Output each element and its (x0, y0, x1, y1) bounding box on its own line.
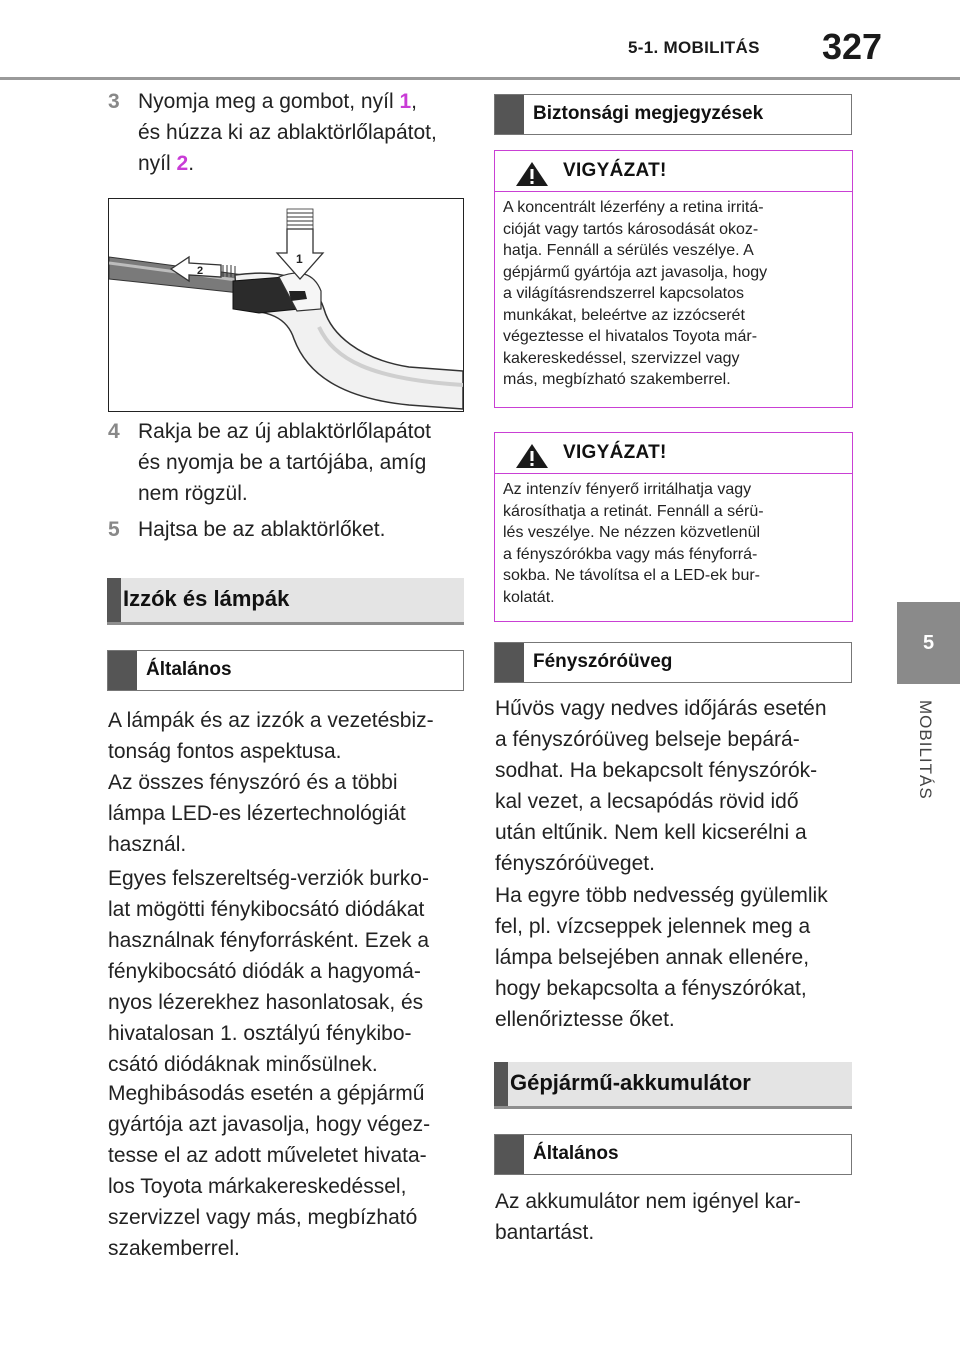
text-line: tesse el az adott műveletet hivata- (108, 1144, 427, 1167)
text-line: cióját vagy tartós károsodását okoz- (503, 220, 759, 238)
sub-heading-safety (494, 94, 852, 135)
text-line: fényszóróüveget. (495, 852, 655, 875)
paragraph-lens-2 (495, 880, 855, 1035)
step-number: 4 (108, 420, 120, 443)
step-5 (108, 514, 468, 545)
text-line: fel, pl. vízcseppek jelennek meg a (495, 915, 811, 938)
caution-title: VIGYÁZAT! (563, 160, 667, 181)
arrow-ref-1: 1 (399, 90, 412, 113)
warning-triangle-icon (515, 161, 549, 187)
text-line: szervizzel vagy más, megbízható (108, 1206, 418, 1229)
step-text: , (411, 90, 417, 113)
text-line: Hűvös vagy nedves időjárás esetén (495, 697, 827, 720)
sub-heading-battery-general (494, 1134, 852, 1175)
caution-text (503, 479, 838, 608)
text-line: tonság fontos aspektusa. (108, 740, 342, 763)
paragraph-3 (108, 863, 468, 1080)
section-heading-lamps (107, 578, 464, 625)
caution-title-bar (495, 433, 852, 474)
warning-triangle-icon (515, 443, 549, 469)
caution-title-bar (495, 151, 852, 192)
section-heading-battery (494, 1062, 852, 1109)
step-text: és húzza ki az ablaktörlőlapátot, (138, 121, 437, 144)
text-line: szakemberrel. (108, 1237, 240, 1260)
heading-bar (495, 95, 524, 134)
text-line: Egyes felszereltség-verziók burko- (108, 867, 429, 890)
heading-label: Izzók és lámpák (123, 586, 290, 611)
text-line: a világításrendszerrel kapcsolatos (503, 285, 745, 302)
text-line: nyos lézerekhez hasonlatosak, és (108, 991, 424, 1014)
step-text: és nyomja be a tartójába, amíg (138, 451, 427, 474)
caution-box-1 (494, 150, 853, 408)
text-line: hatja. Fennáll a sérülés veszélye. A (503, 242, 754, 259)
heading-bar (495, 643, 524, 682)
text-line: gyártója azt javasolja, hogy végez- (108, 1113, 431, 1136)
heading-label: Fényszóróüveg (533, 651, 673, 672)
heading-bar (108, 651, 137, 690)
step-number: 3 (108, 90, 120, 113)
step-text: nem rögzül. (138, 482, 248, 505)
text-line: hogy bekapcsolta a fényszórókat, (495, 977, 807, 1000)
text-line: gépjármű gyártója azt javasolja, hogy (503, 263, 768, 281)
text-line: Az intenzív fényerő irritálhatja vagy (503, 481, 752, 498)
text-line: után eltűnik. Nem kell kicserélni a (495, 821, 807, 844)
text-line: Meghibásodás esetén a gépjármű (108, 1082, 425, 1105)
arrow-ref-2: 2 (176, 152, 189, 175)
text-line: a fényszóróüveg belseje bepárá- (495, 728, 800, 751)
wiper-blade-drawing (109, 199, 463, 411)
section-title: 5-1. MOBILITÁS (628, 38, 760, 57)
paragraph-lens-1 (495, 693, 855, 879)
step-text: Hajtsa be az ablaktörlőket. (138, 518, 386, 541)
text-line: Az összes fényszóró és a többi (108, 771, 398, 794)
text-line: lámpa LED-es lézertechnológiát (108, 802, 406, 825)
text-line: hivatalosan 1. osztályú fénykibo- (108, 1022, 412, 1045)
text-line: lés veszélye. Ne nézzen közvetlenül (503, 524, 761, 541)
paragraph-2 (108, 767, 468, 860)
caution-title: VIGYÁZAT! (563, 442, 667, 463)
text-line: bantartást. (495, 1221, 595, 1244)
paragraph-battery (495, 1186, 855, 1248)
step-3 (108, 86, 468, 179)
step-number: 5 (108, 518, 120, 541)
heading-label: Általános (533, 1143, 619, 1164)
text-line: sodhat. Ha bekapcsolt fényszórók- (495, 759, 818, 782)
text-line: kolatát. (503, 588, 555, 606)
text-line: használ. (108, 833, 187, 856)
step-text: Rakja be az új ablaktörlőlapátot (138, 420, 432, 443)
text-line: Az akkumulátor nem igényel kar- (495, 1190, 801, 1213)
text-line: kakereskedéssel, szervizzel vagy (503, 349, 740, 367)
arrow-label-1: 1 (296, 252, 303, 266)
text-line: végeztesse el hivatalos Toyota már- (503, 328, 758, 345)
heading-bar (494, 1062, 508, 1106)
step-text: . (188, 152, 195, 175)
text-line: károsíthatja a retinát. Fennáll a sérü- (503, 502, 764, 520)
text-line: Ha egyre több nedvesség gyülemlik (495, 884, 828, 907)
page-number: 327 (822, 26, 883, 67)
step-text: Nyomja meg a gombot, nyíl (138, 90, 400, 113)
text-line: lat mögötti fénykibocsátó diódákat (108, 898, 425, 921)
heading-bar (107, 578, 121, 622)
text-line: munkákat, beleértve az izzócserét (503, 306, 745, 324)
arrow-label-2: 2 (197, 265, 204, 277)
text-line: A lámpák és az izzók a vezetésbiz- (108, 709, 434, 732)
heading-label: Biztonsági megjegyzések (533, 103, 764, 124)
sub-heading-general (107, 650, 464, 691)
text-line: lámpa belsejében annak ellenére, (495, 946, 810, 969)
text-line: ellenőriztesse őket. (495, 1008, 675, 1031)
text-line: használnak fényforrásként. Ezek a (108, 929, 430, 952)
heading-label: Gépjármű-akkumulátor (510, 1070, 751, 1095)
header-divider (0, 77, 960, 80)
step-4 (108, 416, 468, 509)
text-line: kal vezet, a lecsapódás rövid idő (495, 790, 799, 813)
chapter-tab: 5 (897, 602, 960, 684)
text-line: a fényszórókba vagy más fényforrá- (503, 545, 758, 563)
text-line: A koncentrált lézerfény a retina irritá- (503, 199, 764, 216)
sub-heading-lens (494, 642, 852, 683)
paragraph-1 (108, 705, 468, 767)
caution-text (503, 197, 838, 391)
text-line: sokba. Ne távolítsa el a LED-ek bur- (503, 567, 761, 584)
chapter-tab-label: MOBILITÁS (916, 700, 935, 800)
text-line: los Toyota márkakereskedéssel, (108, 1175, 407, 1198)
heading-bar (495, 1135, 524, 1174)
text-line: más, megbízható szakemberrel. (503, 371, 731, 388)
text-line: csátó diódáknak minősülnek. (108, 1053, 378, 1076)
text-line: fénykibocsátó diódák a hagyomá- (108, 960, 421, 983)
paragraph-4 (108, 1078, 468, 1264)
heading-label: Általános (146, 659, 232, 680)
caution-box-2 (494, 432, 853, 622)
wiper-blade-illustration (108, 198, 464, 412)
step-text: nyíl (138, 152, 177, 175)
